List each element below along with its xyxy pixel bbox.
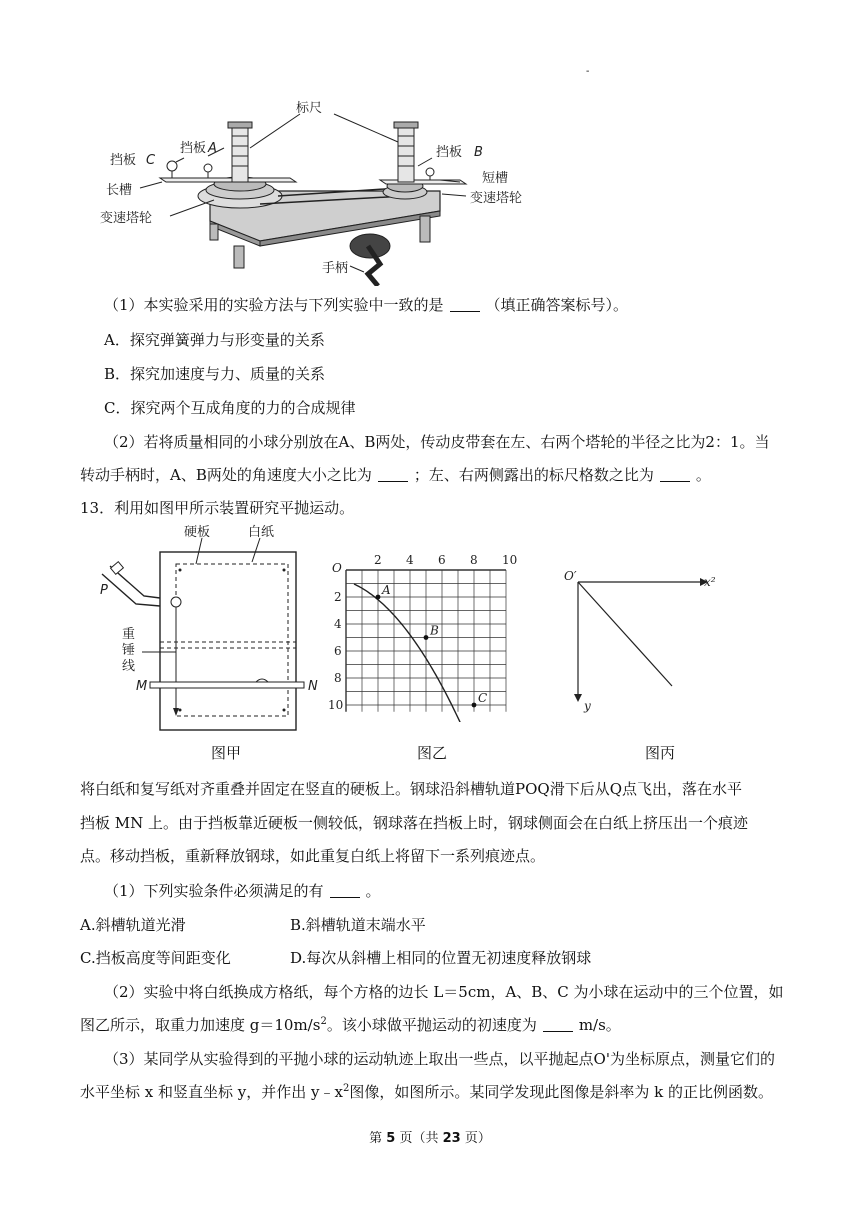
q13-part3-line2: 水平坐标 x 和竖直坐标 y，并作出 $y﹣x^2$图像，如图所示。某同学发现此图像是斜率为 k 的正比例函数。 (80, 1083, 773, 1101)
q13-desc-line1: 将白纸和复写纸对齐重叠并固定在竖直的硬板上。钢球沿斜槽轨道POQ滑下后从Q点飞出，落在水平 (80, 780, 742, 798)
q13-option-a: A.斜槽轨道光滑 (80, 916, 186, 934)
figure-jia (96, 524, 328, 734)
yi-trajectory-curve (354, 584, 479, 722)
figure-jia-caption: 图甲 (210, 744, 241, 762)
q12-part2-line2: 转动手柄时，A、B两处的角速度大小之比为 ；左、右两侧露出的标尺格数之比为 。 (80, 466, 711, 484)
q13-title: 13．利用如图甲所示装置研究平抛运动。 (80, 499, 355, 517)
baffle-c-letter: C (146, 153, 156, 168)
q13-part3-line1: （3）某同学从实验得到的平抛小球的运动轨迹上取出一些点，以平抛起点O'为坐标原点，测量它们的 (104, 1050, 775, 1068)
yi-point-b (424, 635, 429, 640)
yi-x-tick: 10 (502, 553, 518, 567)
yi-point-a (376, 595, 381, 600)
q13-part2-line1: （2）实验中将白纸换成方格纸，每个方格的边长 L＝5cm，A、B、C 为小球在运动中的三个位置，如 (104, 983, 784, 1001)
q12-part2-line1: （2）若将质量相同的小球分别放在A、B两处，传动皮带套在左、右两个塔轮的半径之比为2：1。当 (104, 433, 770, 451)
yi-y-tick: 10 (328, 698, 344, 712)
q12-part1: （1）本实验采用的实验方法与下列实验中一致的是 （填正确答案标号）。 (104, 296, 629, 314)
yi-point-label: C (478, 691, 488, 705)
yi-y-tick: 2 (334, 590, 342, 604)
yi-y-tick: 6 (334, 644, 342, 658)
q13-option-b: B.斜槽轨道末端水平 (290, 916, 426, 934)
yi-point-label: B (430, 623, 439, 638)
bing-y-axis-label: y (584, 699, 591, 713)
short-groove-label: 短槽 (482, 171, 509, 186)
q13-part1-blank[interactable] (330, 883, 360, 898)
q12-option-a: A．探究弹簧弹力与形变量的关系 (104, 331, 325, 349)
yi-y-tick: 8 (334, 671, 342, 685)
paper-label: 白纸 (248, 525, 275, 540)
point-p-label: P (100, 583, 108, 598)
yi-x-tick: 2 (374, 553, 382, 567)
q12-part1-blank[interactable] (450, 297, 480, 312)
q13-desc-line2: 挡板 MN 上。由于挡板靠近硬板一侧较低，钢球落在挡板上时，钢球侧面会在白纸上挤压出一个痕迹 (80, 814, 749, 832)
figure-yi-caption: 图乙 (416, 744, 447, 762)
page-number: 5 (386, 1131, 396, 1146)
handle-label: 手柄 (322, 261, 349, 276)
baffle-a-letter: A (208, 141, 217, 156)
yi-point-c (472, 703, 477, 708)
figure-bing-caption: 图丙 (644, 744, 675, 762)
q12-option-b: B．探究加速度与力、质量的关系 (104, 365, 326, 383)
board-label: 硬板 (184, 525, 211, 540)
plumb-label-1: 重 (122, 627, 136, 642)
q12-option-c: C．探究两个互成角度的力的合成规律 (104, 399, 356, 417)
plumb-label-3: 线 (122, 659, 136, 674)
plumb-label-2: 锤 (122, 643, 136, 658)
q13-option-c: C.挡板高度等间距变化 (80, 949, 231, 967)
q13-initial-velocity-blank[interactable] (543, 1017, 573, 1032)
page-footer: 第 5 页（共 23 页） (369, 1131, 491, 1146)
yi-x-tick: 8 (470, 553, 478, 567)
top-mark: - (586, 66, 590, 77)
page-total: 23 (442, 1131, 461, 1146)
baffle-c-label: 挡板 (110, 153, 137, 168)
ruler-label: 标尺 (296, 101, 323, 116)
pulley-right-label: 变速塔轮 (470, 191, 523, 206)
point-n-label: N (308, 679, 318, 694)
yi-origin-label: O (332, 561, 342, 575)
long-groove-label: 长槽 (106, 183, 133, 198)
q13-part1: （1）下列实验条件必须满足的有 。 (104, 882, 381, 900)
q13-desc-line3: 点。移动挡板，重新释放钢球，如此重复白纸上将留下一系列痕迹点。 (80, 847, 546, 865)
pulley-left-label: 变速塔轮 (100, 211, 153, 226)
yi-y-tick: 4 (334, 617, 342, 631)
baffle-b-label: 挡板 (436, 145, 463, 160)
q12-angular-ratio-blank[interactable] (378, 467, 408, 482)
yi-point-label: A (382, 583, 391, 597)
yi-x-tick: 4 (406, 553, 414, 567)
bing-origin-label: O′ (564, 569, 577, 583)
q13-part2-line2: 图乙所示，取重力加速度 $g=10m/s^2$。该小球做平抛运动的初速度为 m/s。 (80, 1016, 621, 1034)
figure-bing (560, 560, 720, 720)
baffle-b-letter: B (474, 145, 483, 160)
yi-x-tick: 6 (438, 553, 446, 567)
baffle-a-label: 挡板 (180, 141, 207, 156)
point-m-label: M (136, 679, 148, 694)
figure-yi (326, 548, 526, 722)
q13-option-d: D.每次从斜槽上相同的位置无初速度释放钢球 (290, 949, 592, 967)
q12-scale-ratio-blank[interactable] (660, 467, 690, 482)
centripetal-apparatus-figure (100, 96, 560, 286)
bing-x-axis-label: x² (704, 575, 716, 589)
